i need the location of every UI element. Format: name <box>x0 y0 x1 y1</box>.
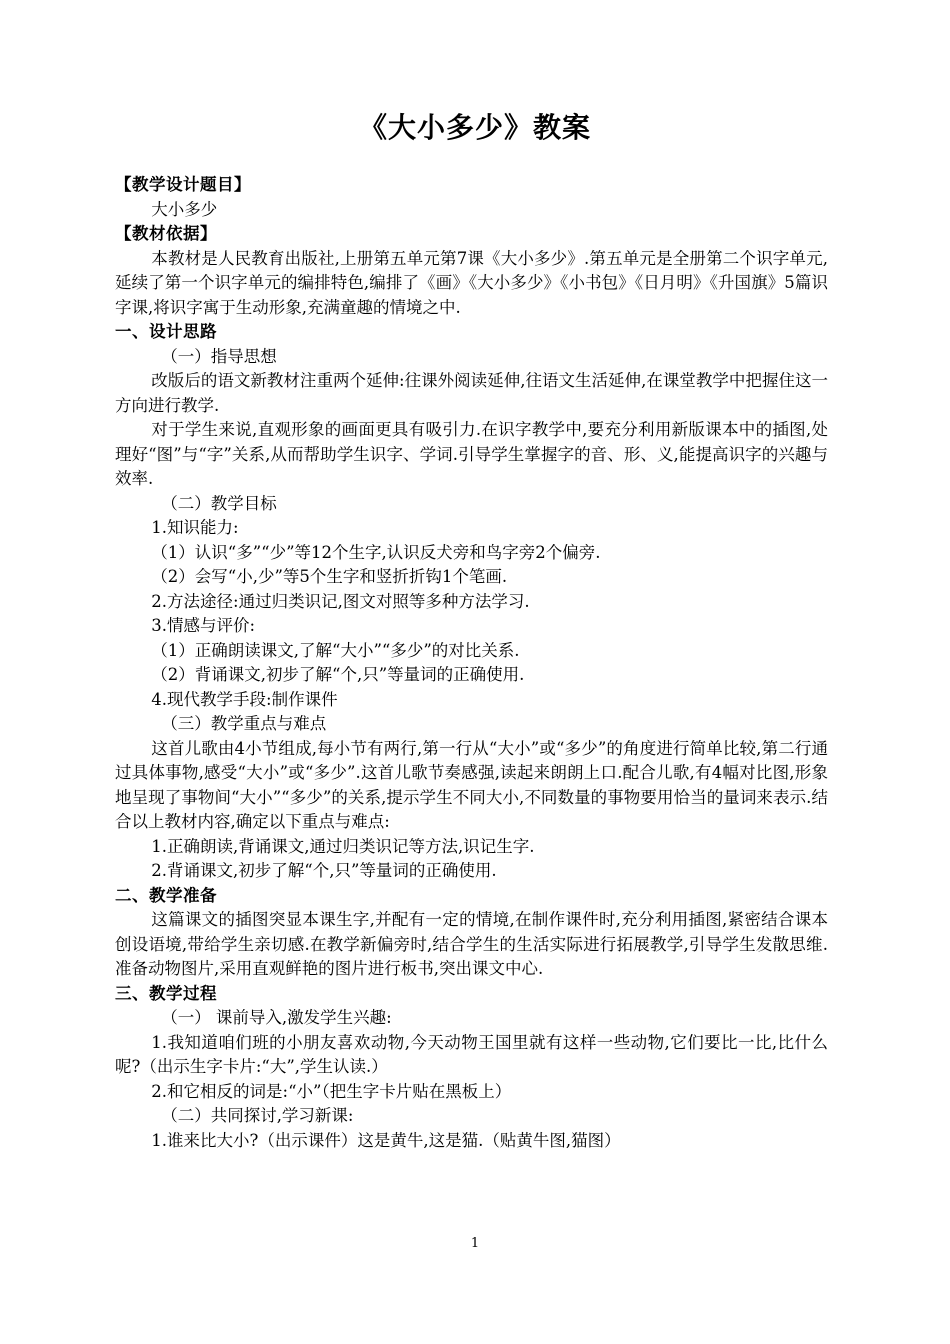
goal-3a: （1）正确朗读课文,了解“大小”“多少”的对比关系. <box>151 640 520 660</box>
subheading-key-points: （三）教学重点与难点 <box>161 714 327 733</box>
basis-heading: 【教材依据】 <box>115 224 217 243</box>
goal-3b: （2）背诵课文,初步了解“个,只”等量词的正确使用. <box>151 665 525 684</box>
goal-1: 1.知识能力: <box>151 518 239 537</box>
goal-1b: （2）会写“小,少”等5个生字和竖折折钩1个笔画. <box>151 567 508 586</box>
goal-1a: （1）认识“多”“少”等12个生字,认识反犬旁和鸟字旁2个偏旁. <box>151 542 601 562</box>
goal-2: 2.方法途径:通过归类识记,图文对照等多种方法学习. <box>151 591 530 611</box>
paragraph-preparation: 这篇课文的插图突显本课生字,并配有一定的情境,在制作课件时,充分利用插图,紧密结合课本创设语境,带给学生亲切感.在教学新偏旁时,结合学生的生活实际进行拓展教学,引导学生发散思维.准备动物图片,采用直观鲜艳的图片进行板书,突出课文中心. <box>115 910 828 978</box>
page-title: 《大小多少》教案 <box>358 111 591 144</box>
paragraph-guiding-1: 改版后的语文新教材注重两个延伸:往课外阅读延伸,往语文生活延伸,在课堂教学中把握住这一方向进行教学. <box>115 371 828 415</box>
topic-heading: 【教学设计题目】 <box>115 175 251 194</box>
subheading-intro: （一） 课前导入,激发学生兴趣: <box>161 1008 392 1027</box>
page-number: 1 <box>470 1236 480 1251</box>
basis-paragraph: 本教材是人民教育出版社,上册第五单元第7课《大小多少》.第五单元是全册第二个识字单元,延续了第一个识字单元的编排特色,编排了《画》《大小多少》《小书包》《日月明》《升国旗》5篇识字课,将识字寓于生动形象,充满童趣的情境之中. <box>115 248 828 317</box>
key-point-2: 2.背诵课文,初步了解“个,只”等量词的正确使用. <box>151 861 497 880</box>
section-2-heading: 二、教学准备 <box>115 885 217 905</box>
paragraph-key-points: 这首儿歌由4小节组成,每小节有两行,第一行从“大小”或“多少”的角度进行简单比较,第二行通过具体事物,感受“大小”或“多少”.这首儿歌节奏感强,读起来朗朗上口.配合儿歌,有4幅对比图,形象地呈现了事物间“大小”“多少”的关系,提示学生不同大小,不同数量的事物要用恰当的量词来表示.结合以上教材内容,确定以下重点与难点: <box>115 738 828 831</box>
goal-4: 4.现代教学手段:制作课件 <box>151 689 338 709</box>
paragraph-guiding-2: 对于学生来说,直观形象的画面更具有吸引力.在识字教学中,要充分利用新版课本中的插图,处理好“图”与“字”关系,从而帮助学生识字、学词.引导学生掌握字的音、形、义,能提高识字的兴趣与效率. <box>115 420 828 488</box>
document-body <box>115 173 828 1153</box>
key-point-1: 1.正确朗读,背诵课文,通过归类识记等方法,识记生字. <box>151 836 535 856</box>
subheading-new-lesson: （二）共同探讨,学习新课: <box>161 1106 354 1125</box>
topic-text: 大小多少 <box>151 199 218 219</box>
section-3-heading: 三、教学过程 <box>115 983 217 1003</box>
paragraph-intro-1: 1.我知道咱们班的小朋友喜欢动物,今天动物王国里就有这样一些动物,它们要比一比,比什么呢?（出示生字卡片:“大”,学生认读.） <box>115 1032 828 1076</box>
subheading-guiding-idea: （一）指导思想 <box>161 346 277 366</box>
paragraph-intro-2: 2.和它相反的词是:“小”（把生字卡片贴在黑板上） <box>151 1081 512 1101</box>
paragraph-new-lesson-1: 1.谁来比大小?（出示课件）这是黄牛,这是猫.（贴黄牛图,猫图） <box>151 1130 621 1150</box>
subheading-teaching-goals: （二）教学目标 <box>161 493 277 513</box>
goal-3: 3.情感与评价: <box>151 616 256 635</box>
section-1-heading: 一、设计思路 <box>115 322 217 341</box>
